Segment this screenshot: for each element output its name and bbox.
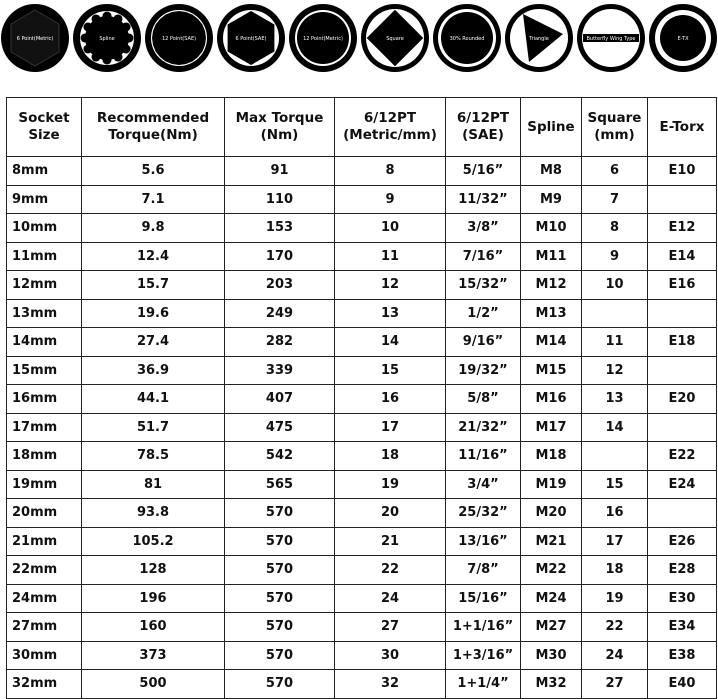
- spline-icon: [73, 4, 141, 72]
- table-row: [7, 299, 717, 328]
- butterfly-wing-icon: [577, 4, 645, 72]
- table-cell: M8: [521, 157, 582, 186]
- table-cell: 32: [335, 670, 446, 699]
- table-cell: 9.8: [82, 214, 225, 243]
- column-header-line: Size: [28, 127, 60, 143]
- table-cell: 14mm: [7, 328, 82, 357]
- table-cell: 16mm: [7, 385, 82, 414]
- table-cell: 19: [582, 584, 648, 613]
- twelve-point-metric-icon: [289, 4, 357, 72]
- table-cell: 17mm: [7, 413, 82, 442]
- table-cell: 249: [225, 299, 335, 328]
- table-row: [7, 584, 717, 613]
- twelve-point-sae-icon: [145, 4, 213, 72]
- table-cell: E38: [648, 641, 717, 670]
- table-cell: 570: [225, 613, 335, 642]
- table-cell: E30: [648, 584, 717, 613]
- table-cell: 6: [582, 157, 648, 186]
- column-header-line: Max Torque: [235, 110, 324, 126]
- table-cell: 19: [335, 470, 446, 499]
- table-body: [7, 157, 717, 699]
- icon-label: 30% Rounded: [449, 36, 485, 42]
- column-header-line: (SAE): [462, 127, 504, 143]
- table-cell: M27: [521, 613, 582, 642]
- table-cell: 27: [582, 670, 648, 699]
- table-cell: 15mm: [7, 356, 82, 385]
- column-header-line: Spline: [527, 118, 575, 135]
- table-cell: 20: [335, 499, 446, 528]
- table-cell: 13: [335, 299, 446, 328]
- table-cell: 475: [225, 413, 335, 442]
- table-cell: 570: [225, 670, 335, 699]
- column-header-line: Torque(Nm): [108, 127, 198, 143]
- table-cell: M32: [521, 670, 582, 699]
- table-cell: [648, 356, 717, 385]
- column-header: [446, 98, 521, 157]
- table-cell: 81: [82, 470, 225, 499]
- column-header-line: (Metric/mm): [343, 127, 437, 143]
- table-cell: 21: [335, 527, 446, 556]
- six-point-sae-icon: [217, 4, 285, 72]
- table-cell: 17: [582, 527, 648, 556]
- column-header: [82, 98, 225, 157]
- column-header-line: (mm): [594, 127, 635, 143]
- table-row: [7, 527, 717, 556]
- column-header: [648, 98, 717, 157]
- table-cell: 203: [225, 271, 335, 300]
- table-cell: 30mm: [7, 641, 82, 670]
- table-cell: 12mm: [7, 271, 82, 300]
- table-cell: 21/32”: [446, 413, 521, 442]
- table-cell: 1/2”: [446, 299, 521, 328]
- table-cell: 9mm: [7, 185, 82, 214]
- table-cell: M16: [521, 385, 582, 414]
- column-header: [7, 98, 82, 157]
- table-row: [7, 356, 717, 385]
- table-cell: 93.8: [82, 499, 225, 528]
- icon-label: 12 Point(SAE): [161, 36, 197, 42]
- table-cell: [648, 413, 717, 442]
- table-cell: 570: [225, 499, 335, 528]
- table-cell: 8: [335, 157, 446, 186]
- table-cell: 22: [582, 613, 648, 642]
- table-cell: 19/32”: [446, 356, 521, 385]
- column-header-line: 6/12PT: [456, 110, 510, 126]
- column-header-line: E-Torx: [659, 118, 705, 135]
- icon-label: Square: [386, 36, 404, 42]
- table-cell: 373: [82, 641, 225, 670]
- table-cell: 51.7: [82, 413, 225, 442]
- table-cell: 1+3/16”: [446, 641, 521, 670]
- table-row: [7, 613, 717, 642]
- table-cell: 12: [335, 271, 446, 300]
- table-cell: E12: [648, 214, 717, 243]
- table-cell: E28: [648, 556, 717, 585]
- table-cell: 13mm: [7, 299, 82, 328]
- table-cell: 10: [582, 271, 648, 300]
- table-cell: 7/16”: [446, 242, 521, 271]
- table-cell: [582, 442, 648, 471]
- table-cell: 1+1/4”: [446, 670, 521, 699]
- table-row: [7, 413, 717, 442]
- table-cell: 24: [582, 641, 648, 670]
- table-row: [7, 242, 717, 271]
- column-header: [521, 98, 582, 157]
- table-cell: [582, 299, 648, 328]
- table-cell: 196: [82, 584, 225, 613]
- table-cell: E10: [648, 157, 717, 186]
- table-cell: 13: [582, 385, 648, 414]
- table-cell: M9: [521, 185, 582, 214]
- table-cell: M21: [521, 527, 582, 556]
- table-cell: 18mm: [7, 442, 82, 471]
- table-cell: 105.2: [82, 527, 225, 556]
- table-cell: 22: [335, 556, 446, 585]
- table-cell: 15/16”: [446, 584, 521, 613]
- column-header-line: 6/12PT: [363, 110, 417, 126]
- icon-label: Triangle: [529, 36, 549, 42]
- table-cell: 91: [225, 157, 335, 186]
- table-cell: 19.6: [82, 299, 225, 328]
- table-row: [7, 470, 717, 499]
- table-row: [7, 157, 717, 186]
- table-cell: 12.4: [82, 242, 225, 271]
- table-cell: 1+1/16”: [446, 613, 521, 642]
- table-cell: 25/32”: [446, 499, 521, 528]
- table-cell: 18: [335, 442, 446, 471]
- table-cell: 11mm: [7, 242, 82, 271]
- table-cell: E40: [648, 670, 717, 699]
- table-cell: E18: [648, 328, 717, 357]
- table-cell: M24: [521, 584, 582, 613]
- table-cell: 565: [225, 470, 335, 499]
- table-cell: 30: [335, 641, 446, 670]
- column-header: [225, 98, 335, 157]
- table-cell: 11/32”: [446, 185, 521, 214]
- table-cell: 128: [82, 556, 225, 585]
- table-cell: 570: [225, 556, 335, 585]
- table-cell: 11: [582, 328, 648, 357]
- table-cell: 44.1: [82, 385, 225, 414]
- table-cell: 153: [225, 214, 335, 243]
- table-cell: 110: [225, 185, 335, 214]
- table-cell: 27mm: [7, 613, 82, 642]
- table-cell: 24: [335, 584, 446, 613]
- table-cell: 570: [225, 641, 335, 670]
- table-cell: 500: [82, 670, 225, 699]
- table-cell: M15: [521, 356, 582, 385]
- table-cell: 21mm: [7, 527, 82, 556]
- table-cell: 9: [335, 185, 446, 214]
- column-header-line: Recommended: [96, 110, 210, 126]
- socket-icon-strip: [0, 0, 718, 78]
- table-cell: E16: [648, 271, 717, 300]
- column-header: [582, 98, 648, 157]
- six-point-metric-icon: [1, 4, 69, 72]
- table-cell: 8mm: [7, 157, 82, 186]
- table-cell: 15: [335, 356, 446, 385]
- table-cell: 9: [582, 242, 648, 271]
- table-cell: 16: [335, 385, 446, 414]
- table-row: [7, 641, 717, 670]
- table-cell: 32mm: [7, 670, 82, 699]
- square-icon: [361, 4, 429, 72]
- table-cell: 24mm: [7, 584, 82, 613]
- icon-label: 6 Point(SAE): [235, 36, 267, 42]
- table-cell: M19: [521, 470, 582, 499]
- table-cell: M18: [521, 442, 582, 471]
- socket-spec-table: [6, 97, 717, 699]
- table-cell: 15: [582, 470, 648, 499]
- table-cell: E20: [648, 385, 717, 414]
- table-row: [7, 328, 717, 357]
- table-cell: M17: [521, 413, 582, 442]
- table-row: [7, 556, 717, 585]
- table-cell: 13/16”: [446, 527, 521, 556]
- column-header-line: (Nm): [260, 127, 299, 143]
- table-header-row: [7, 98, 717, 157]
- icon-label: 12 Point(Metric): [303, 36, 343, 42]
- table-cell: 78.5: [82, 442, 225, 471]
- table-cell: 5/16”: [446, 157, 521, 186]
- table-cell: 22mm: [7, 556, 82, 585]
- table-cell: 5/8”: [446, 385, 521, 414]
- table-cell: 7: [582, 185, 648, 214]
- column-header-line: Socket: [18, 110, 70, 126]
- table-cell: 15/32”: [446, 271, 521, 300]
- table-cell: 27.4: [82, 328, 225, 357]
- table-cell: 16: [582, 499, 648, 528]
- table-cell: 10mm: [7, 214, 82, 243]
- table-cell: 7.1: [82, 185, 225, 214]
- table-cell: E34: [648, 613, 717, 642]
- table-row: [7, 670, 717, 699]
- table-row: [7, 385, 717, 414]
- table-cell: M12: [521, 271, 582, 300]
- icon-label: Spline: [99, 36, 115, 42]
- table-cell: M20: [521, 499, 582, 528]
- table-cell: M22: [521, 556, 582, 585]
- table-row: [7, 271, 717, 300]
- icon-label: Butterfly Wing Type: [586, 36, 636, 42]
- table-cell: 15.7: [82, 271, 225, 300]
- table-row: [7, 185, 717, 214]
- table-cell: 11: [335, 242, 446, 271]
- table-row: [7, 499, 717, 528]
- icon-label: E-TX: [677, 36, 689, 42]
- table-cell: [648, 299, 717, 328]
- table-cell: 5.6: [82, 157, 225, 186]
- column-header: [335, 98, 446, 157]
- table-cell: 339: [225, 356, 335, 385]
- table-cell: 11/16”: [446, 442, 521, 471]
- table-cell: 282: [225, 328, 335, 357]
- table-cell: 14: [582, 413, 648, 442]
- table-cell: 570: [225, 584, 335, 613]
- table-cell: 407: [225, 385, 335, 414]
- table-cell: [648, 185, 717, 214]
- table-row: [7, 214, 717, 243]
- table-cell: 20mm: [7, 499, 82, 528]
- icon-label: 6 Point(Metric): [16, 36, 54, 42]
- table-cell: 12: [582, 356, 648, 385]
- table-cell: M11: [521, 242, 582, 271]
- table-cell: E14: [648, 242, 717, 271]
- table-cell: 8: [582, 214, 648, 243]
- table-cell: 542: [225, 442, 335, 471]
- table-cell: 9/16”: [446, 328, 521, 357]
- table-cell: 19mm: [7, 470, 82, 499]
- table-cell: 36.9: [82, 356, 225, 385]
- table-cell: M30: [521, 641, 582, 670]
- table-cell: 3/4”: [446, 470, 521, 499]
- rounded-30-icon: [433, 4, 501, 72]
- table-row: [7, 442, 717, 471]
- triangle-icon: [505, 4, 573, 72]
- table-cell: [648, 499, 717, 528]
- table-cell: 18: [582, 556, 648, 585]
- table-cell: 170: [225, 242, 335, 271]
- column-header-line: Square: [587, 110, 642, 126]
- table-cell: M10: [521, 214, 582, 243]
- table-cell: E26: [648, 527, 717, 556]
- table-cell: M13: [521, 299, 582, 328]
- table-cell: 3/8”: [446, 214, 521, 243]
- table-cell: 14: [335, 328, 446, 357]
- e-torx-icon: [649, 4, 717, 72]
- table-cell: 160: [82, 613, 225, 642]
- table-cell: E22: [648, 442, 717, 471]
- table-cell: M14: [521, 328, 582, 357]
- table-cell: 570: [225, 527, 335, 556]
- table-cell: E24: [648, 470, 717, 499]
- table-cell: 10: [335, 214, 446, 243]
- table-cell: 17: [335, 413, 446, 442]
- table-cell: 27: [335, 613, 446, 642]
- table-cell: 7/8”: [446, 556, 521, 585]
